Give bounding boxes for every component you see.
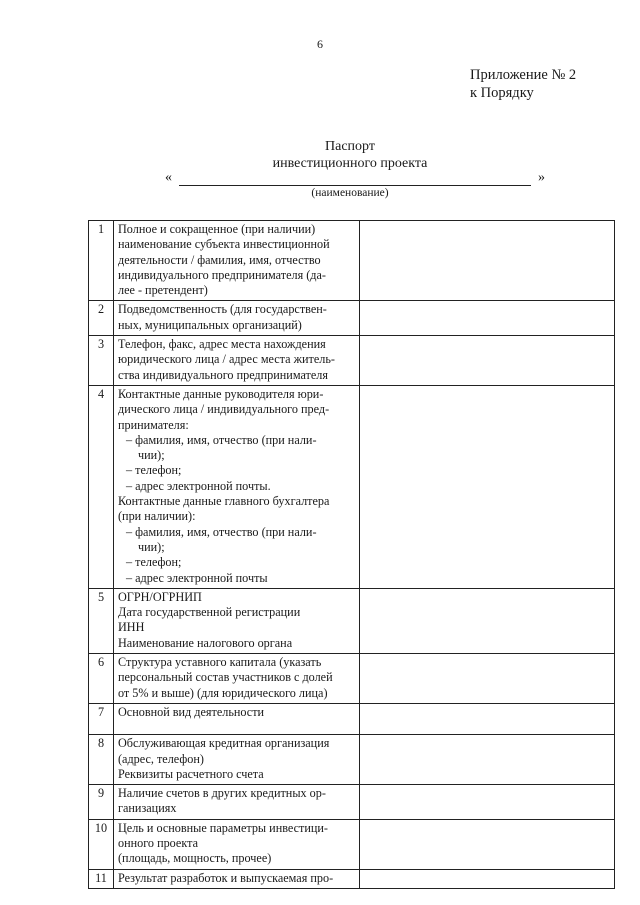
row-value-cell[interactable] — [360, 703, 615, 734]
table-row — [89, 735, 615, 785]
row-number: 8 — [89, 735, 114, 785]
description-line: деятельности / фамилия, имя, отчество — [118, 252, 321, 267]
description-line: (при наличии): — [118, 509, 196, 524]
description-line: Наименование налогового органа — [118, 635, 293, 650]
description-line: Дата государственной регистрации — [118, 605, 301, 620]
row-number: 11 — [89, 869, 114, 888]
appendix-line-1: Приложение № 2 — [470, 67, 577, 83]
description-line: чии); — [138, 448, 165, 463]
description-line: ства индивидуального предпринимателя — [118, 367, 328, 382]
row-description — [114, 785, 360, 820]
row-value-cell[interactable] — [360, 654, 615, 704]
description-line: – фамилия, имя, отчество (при нали- — [126, 432, 317, 447]
description-line: индивидуального предпринимателя (да- — [118, 267, 326, 282]
table-row — [89, 703, 615, 734]
description-line: Обслуживающая кредитная организация — [118, 736, 330, 751]
row-number: 7 — [89, 703, 114, 734]
description-line: юридического лица / адрес места житель- — [118, 352, 335, 367]
row-description — [114, 301, 360, 336]
description-line: онного проекта — [118, 835, 198, 850]
row-value-cell[interactable] — [360, 735, 615, 785]
row-value-cell[interactable] — [360, 785, 615, 820]
table-row — [89, 221, 615, 301]
row-number: 5 — [89, 588, 114, 653]
description-line: Основной вид деятельности — [118, 704, 265, 719]
description-line: Телефон, факс, адрес места нахождения — [118, 337, 326, 352]
name-caption: (наименование) — [311, 187, 389, 199]
page-number: 6 — [317, 37, 323, 51]
row-number: 1 — [89, 221, 114, 301]
description-line: Контактные данные руководителя юри- — [118, 386, 324, 401]
open-quote: « — [165, 170, 172, 185]
document-subtitle: инвестиционного проекта — [272, 156, 428, 171]
description-line: Реквизиты расчетного счета — [118, 766, 264, 781]
description-line: Структура уставного капитала (указать — [118, 655, 322, 670]
description-line: ИНН — [118, 620, 145, 635]
description-line: Наличие счетов в других кредитных ор- — [118, 786, 326, 801]
description-line: – телефон; — [126, 555, 182, 570]
row-description — [114, 654, 360, 704]
description-line: персональный состав участников с долей — [118, 670, 333, 685]
description-line: принимателя: — [118, 417, 189, 432]
close-quote: » — [538, 170, 545, 185]
row-number: 4 — [89, 385, 114, 588]
row-description — [114, 869, 360, 888]
row-value-cell[interactable] — [360, 221, 615, 301]
description-line: (площадь, мощность, прочее) — [118, 851, 272, 866]
description-line: – телефон; — [126, 463, 182, 478]
description-line: ОГРН/ОГРНИП — [118, 589, 202, 604]
description-line: – адрес электронной почты — [126, 570, 268, 585]
description-line: ганизациях — [118, 801, 177, 816]
table-row — [89, 819, 615, 869]
project-name-field — [165, 170, 545, 188]
row-number: 6 — [89, 654, 114, 704]
document-title: Паспорт — [325, 139, 375, 154]
row-number: 3 — [89, 336, 114, 386]
description-line: наименование субъекта инвестиционной — [118, 237, 330, 252]
row-description — [114, 735, 360, 785]
table-row — [89, 785, 615, 820]
description-line: лее - претендент) — [118, 283, 208, 298]
row-number: 10 — [89, 819, 114, 869]
row-value-cell[interactable] — [360, 385, 615, 588]
row-number: 2 — [89, 301, 114, 336]
table-row — [89, 869, 615, 888]
description-line: от 5% и выше) (для юридического лица) — [118, 685, 328, 700]
table-row — [89, 588, 615, 653]
row-description — [114, 703, 360, 734]
description-line: Подведомственность (для государствен- — [118, 302, 327, 317]
row-value-cell[interactable] — [360, 336, 615, 386]
description-line: Контактные данные главного бухгалтера — [118, 494, 330, 509]
row-value-cell[interactable] — [360, 869, 615, 888]
blank-line — [179, 185, 531, 186]
description-line: чии); — [138, 539, 165, 554]
description-line: Полное и сокращенное (при наличии) — [118, 222, 316, 236]
description-line: ных, муниципальных организаций) — [118, 317, 302, 332]
row-value-cell[interactable] — [360, 588, 615, 653]
table-row — [89, 301, 615, 336]
row-description — [114, 336, 360, 386]
row-number: 9 — [89, 785, 114, 820]
appendix-line-2: к Порядку — [470, 85, 534, 101]
passport-table — [88, 220, 615, 889]
row-value-cell[interactable] — [360, 301, 615, 336]
row-description — [114, 588, 360, 653]
table-row — [89, 654, 615, 704]
description-line: (адрес, телефон) — [118, 751, 204, 766]
row-description — [114, 221, 360, 301]
description-line: – фамилия, имя, отчество (при нали- — [126, 524, 317, 539]
row-description — [114, 819, 360, 869]
description-line: Результат разработок и выпускаемая про- — [118, 870, 334, 885]
description-line: – адрес электронной почты. — [126, 478, 271, 493]
table-row — [89, 336, 615, 386]
description-line: дического лица / индивидуального пред- — [118, 402, 330, 417]
row-description — [114, 385, 360, 588]
description-line: Цель и основные параметры инвестици- — [118, 820, 328, 835]
appendix-reference — [470, 66, 576, 102]
row-value-cell[interactable] — [360, 819, 615, 869]
table-row — [89, 385, 615, 588]
